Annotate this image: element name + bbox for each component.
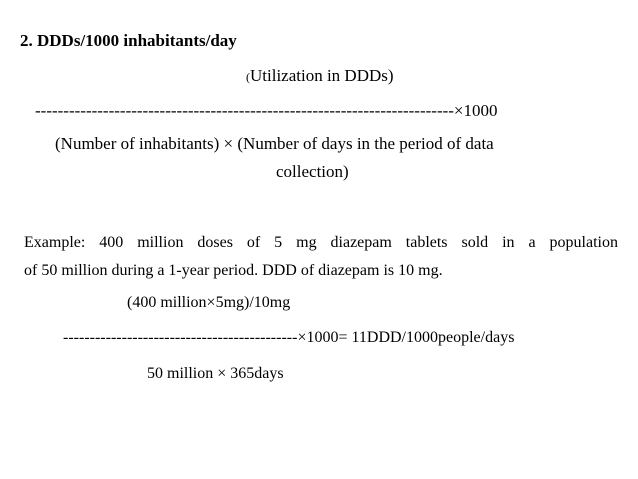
example-calc-fraction-bar: --------------------------------------------×1000= 11DDD/1000people/days [63,329,515,346]
section-heading: 2. DDDs/1000 inhabitants/day [20,31,237,50]
example-text-line2: of 50 million during a 1-year period. DDD of diazepam is 10 mg. [24,262,443,279]
formula-denominator-line1: (Number of inhabitants) × (Number of days in the period of data [55,134,494,153]
formula-fraction-bar: --------------------------------------------------------------------------×1000 [35,101,498,120]
numerator-text: Utilization in DDDs) [250,66,394,85]
example-calc-numerator: (400 million×5mg)/10mg [127,294,291,311]
formula-numerator [246,67,394,84]
formula-denominator-line2: collection) [276,162,349,181]
numerator-open-paren: ( [246,70,250,84]
example-calc-denominator: 50 million × 365days [147,365,284,382]
example-text-line1: Example: 400 million doses of 5 mg diazepam tablets sold in a population [24,234,618,251]
